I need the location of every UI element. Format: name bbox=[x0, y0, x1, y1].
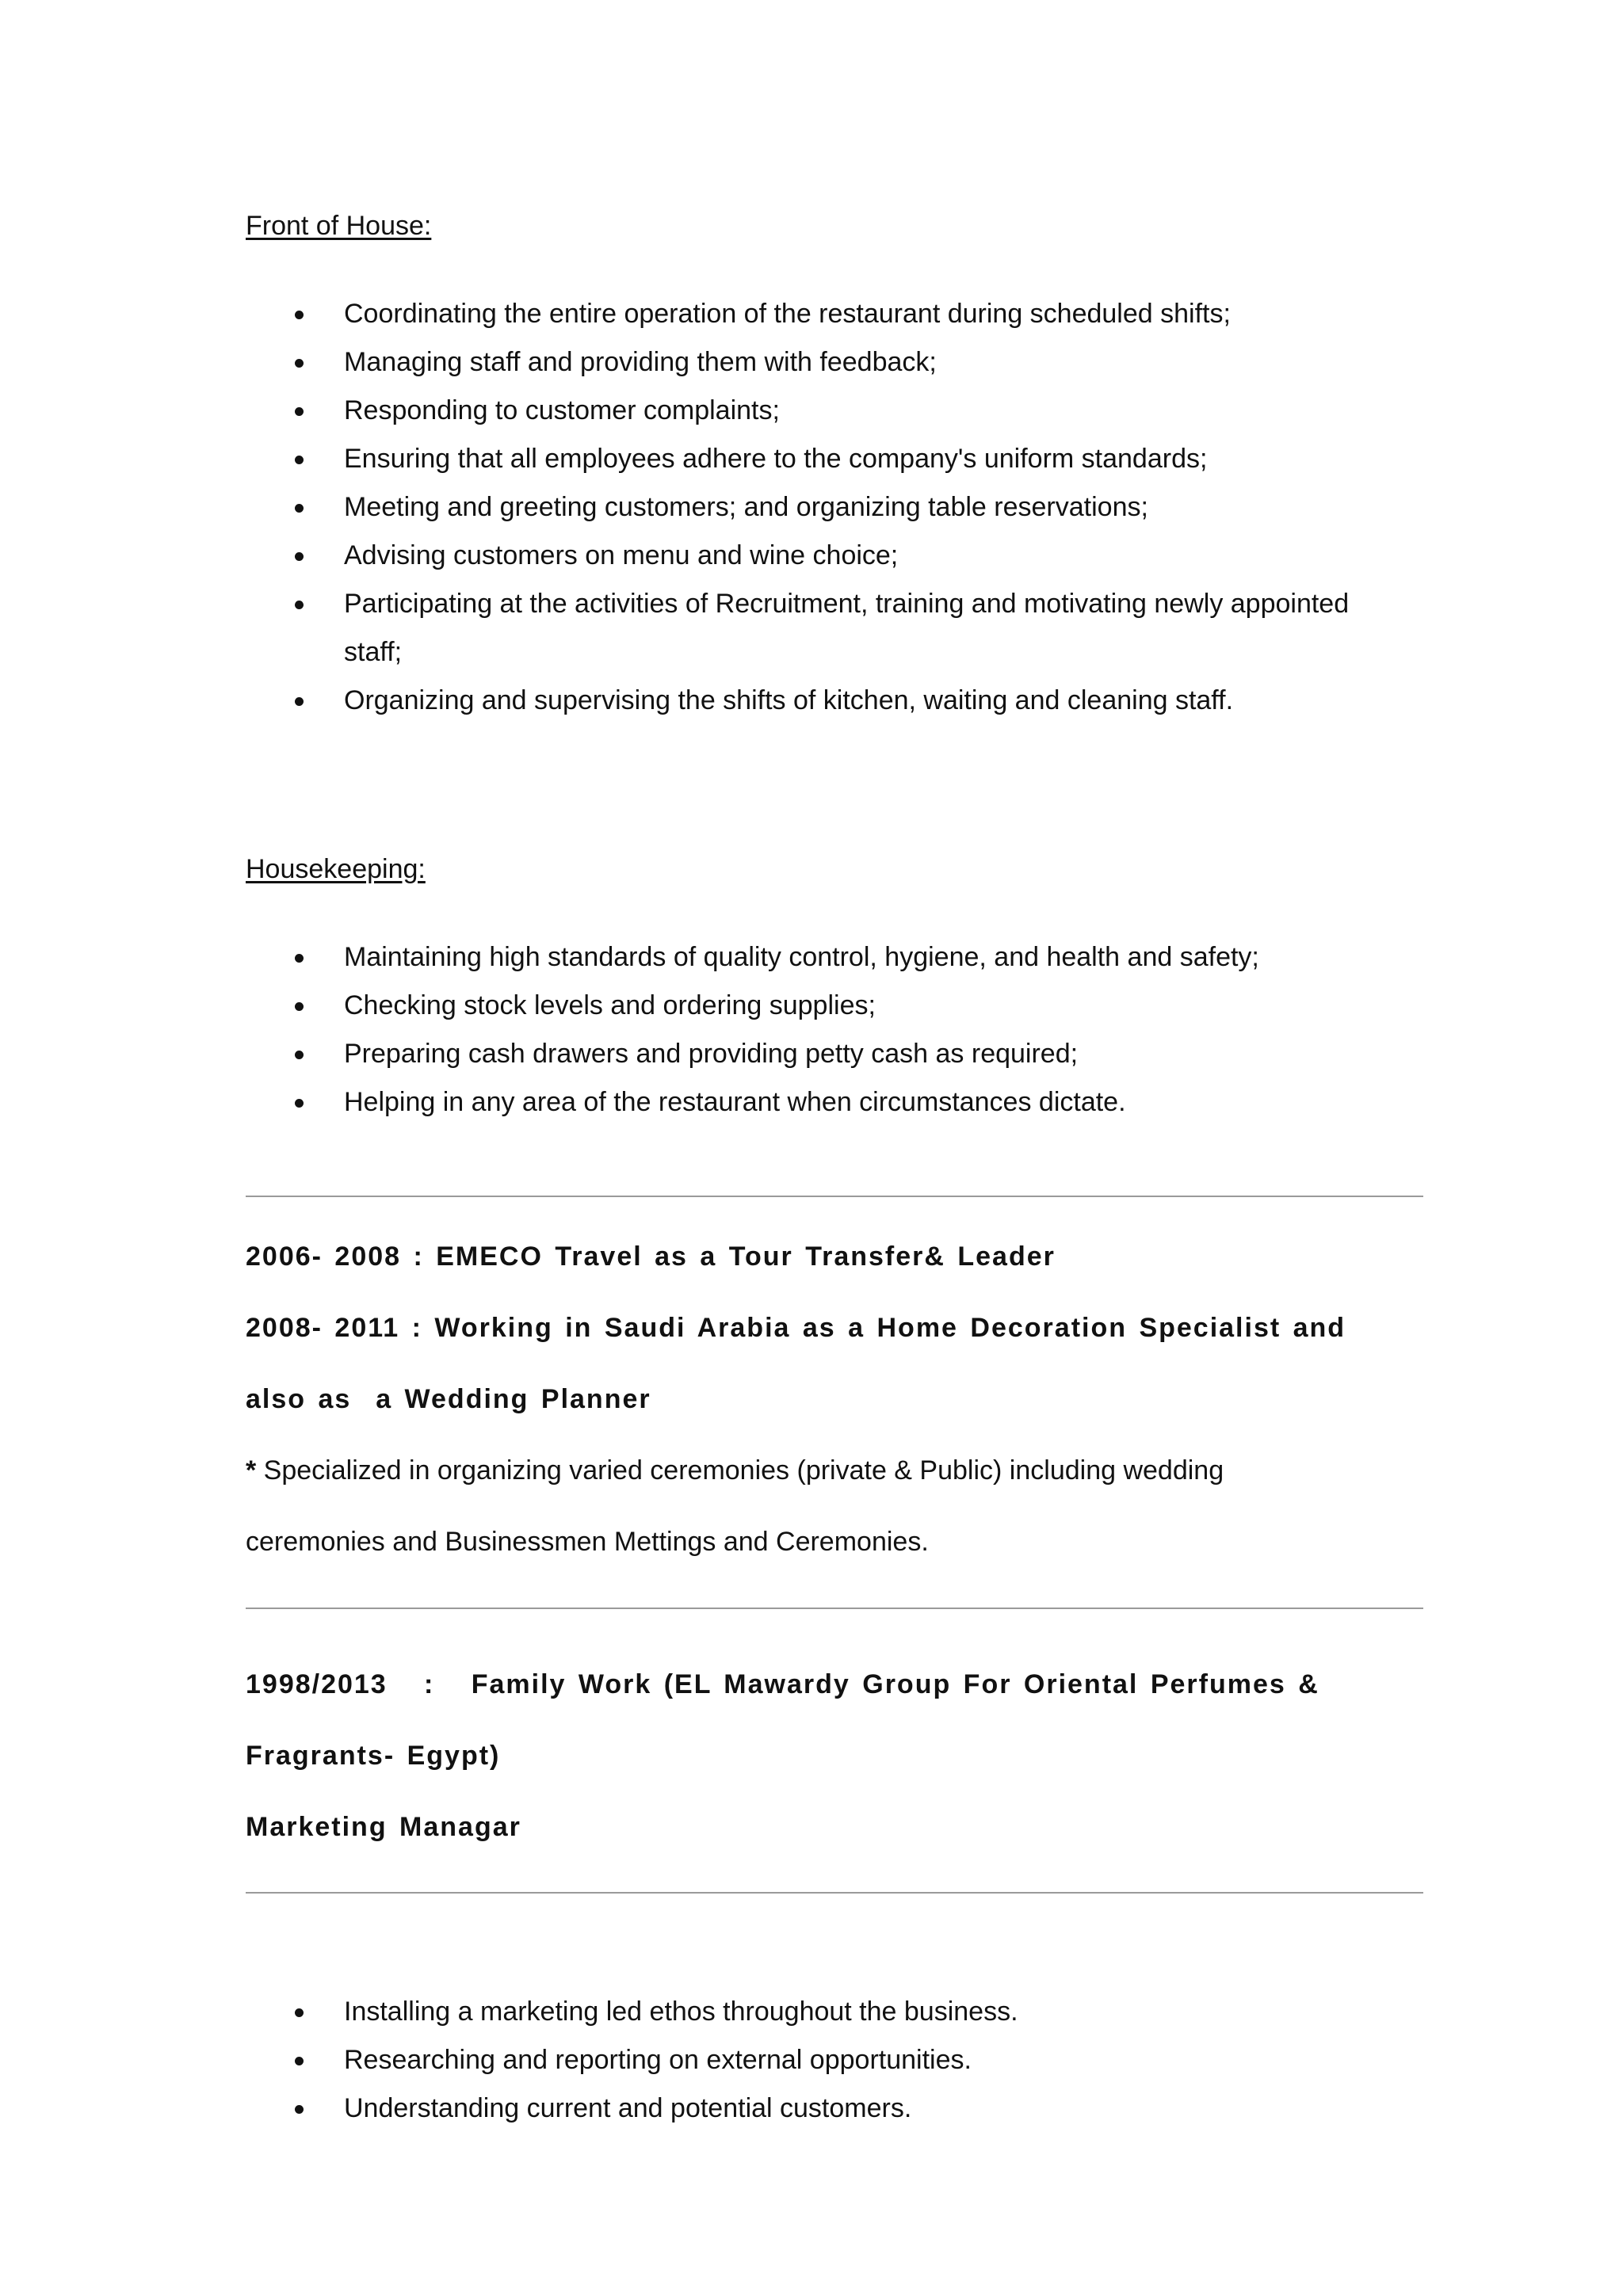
list-item bbox=[246, 2036, 1387, 2084]
bullet-icon bbox=[295, 697, 304, 706]
list-item bbox=[246, 435, 1387, 483]
list-item bbox=[246, 532, 1387, 580]
list-item bbox=[246, 1030, 1387, 1078]
list-item bbox=[246, 1988, 1387, 2036]
list-item bbox=[246, 677, 1387, 725]
housekeeping-list bbox=[246, 933, 1387, 1127]
job-entry-saudi: 2008- 2011 : Working in Saudi Arabia as a Home Decoration Specialist and bbox=[246, 1313, 1346, 1343]
job-title: Marketing Managar bbox=[246, 1812, 521, 1842]
bullet-icon bbox=[295, 2057, 304, 2065]
list-item-text: Preparing cash drawers and providing petty cash as required; bbox=[344, 1039, 1079, 1069]
list-item-text: Advising customers on menu and wine choice; bbox=[344, 540, 899, 570]
job-entry-saudi-continued: also as a Wedding Planner bbox=[246, 1384, 651, 1414]
section-divider bbox=[246, 1608, 1423, 1609]
list-item bbox=[246, 580, 1387, 677]
bullet-icon bbox=[295, 954, 304, 963]
bullet-icon bbox=[295, 1002, 304, 1011]
job-entry-family-work-continued: Fragrants- Egypt) bbox=[246, 1741, 501, 1771]
bullet-icon bbox=[295, 1099, 304, 1108]
list-item-text: Managing staff and providing them with feedback; bbox=[344, 347, 937, 377]
list-item bbox=[246, 387, 1387, 435]
list-item-text: Participating at the activities of Recruitment, training and motivating newly appointed staff; bbox=[344, 589, 1350, 667]
bullet-icon bbox=[295, 1051, 304, 1059]
list-item bbox=[246, 290, 1387, 338]
list-item-text: Responding to customer complaints; bbox=[344, 395, 780, 425]
front-of-house-list bbox=[246, 290, 1387, 725]
section-divider bbox=[246, 1892, 1423, 1894]
section-divider bbox=[246, 1196, 1423, 1197]
list-item bbox=[246, 338, 1387, 387]
marketing-list bbox=[246, 1988, 1387, 2133]
job-note-text: Specialized in organizing varied ceremonies (private & Public) including wedding bbox=[256, 1455, 1224, 1486]
asterisk-marker: * bbox=[246, 1455, 257, 1486]
list-item bbox=[246, 483, 1387, 532]
list-item-text: Helping in any area of the restaurant when circumstances dictate. bbox=[344, 1087, 1126, 1117]
list-item bbox=[246, 933, 1387, 982]
housekeeping-heading: Housekeeping: bbox=[246, 854, 426, 884]
list-item-text: Maintaining high standards of quality control, hygiene, and health and safety; bbox=[344, 942, 1259, 972]
job-note bbox=[246, 1455, 1419, 1486]
bullet-icon bbox=[295, 552, 304, 561]
bullet-icon bbox=[295, 456, 304, 464]
list-item bbox=[246, 1078, 1387, 1127]
list-item-text: Organizing and supervising the shifts of kitchen, waiting and cleaning staff. bbox=[344, 685, 1234, 715]
job-entry-emeco: 2006- 2008 : EMECO Travel as a Tour Transfer& Leader bbox=[246, 1241, 1056, 1272]
list-item-text: Meeting and greeting customers; and organizing table reservations; bbox=[344, 492, 1148, 522]
list-item-text: Ensuring that all employees adhere to the company's uniform standards; bbox=[344, 444, 1208, 474]
bullet-icon bbox=[295, 2008, 304, 2017]
list-item-text: Coordinating the entire operation of the restaurant during scheduled shifts; bbox=[344, 299, 1231, 329]
bullet-icon bbox=[295, 2105, 304, 2114]
list-item-text: Understanding current and potential customers. bbox=[344, 2093, 912, 2123]
job-note-continued: ceremonies and Businessmen Mettings and Ceremonies. bbox=[246, 1527, 929, 1557]
list-item-text: Checking stock levels and ordering supplies; bbox=[344, 990, 876, 1020]
bullet-icon bbox=[295, 504, 304, 513]
list-item-text: Installing a marketing led ethos throughout the business. bbox=[344, 1997, 1018, 2027]
job-entry-family-work: 1998/2013 : Family Work (EL Mawardy Group For Oriental Perfumes & bbox=[246, 1669, 1319, 1699]
list-item bbox=[246, 2084, 1387, 2133]
bullet-icon bbox=[295, 359, 304, 368]
bullet-icon bbox=[295, 407, 304, 416]
bullet-icon bbox=[295, 601, 304, 609]
bullet-icon bbox=[295, 311, 304, 319]
front-of-house-heading: Front of House: bbox=[246, 211, 432, 241]
list-item-text: Researching and reporting on external opportunities. bbox=[344, 2045, 972, 2075]
list-item bbox=[246, 982, 1387, 1030]
